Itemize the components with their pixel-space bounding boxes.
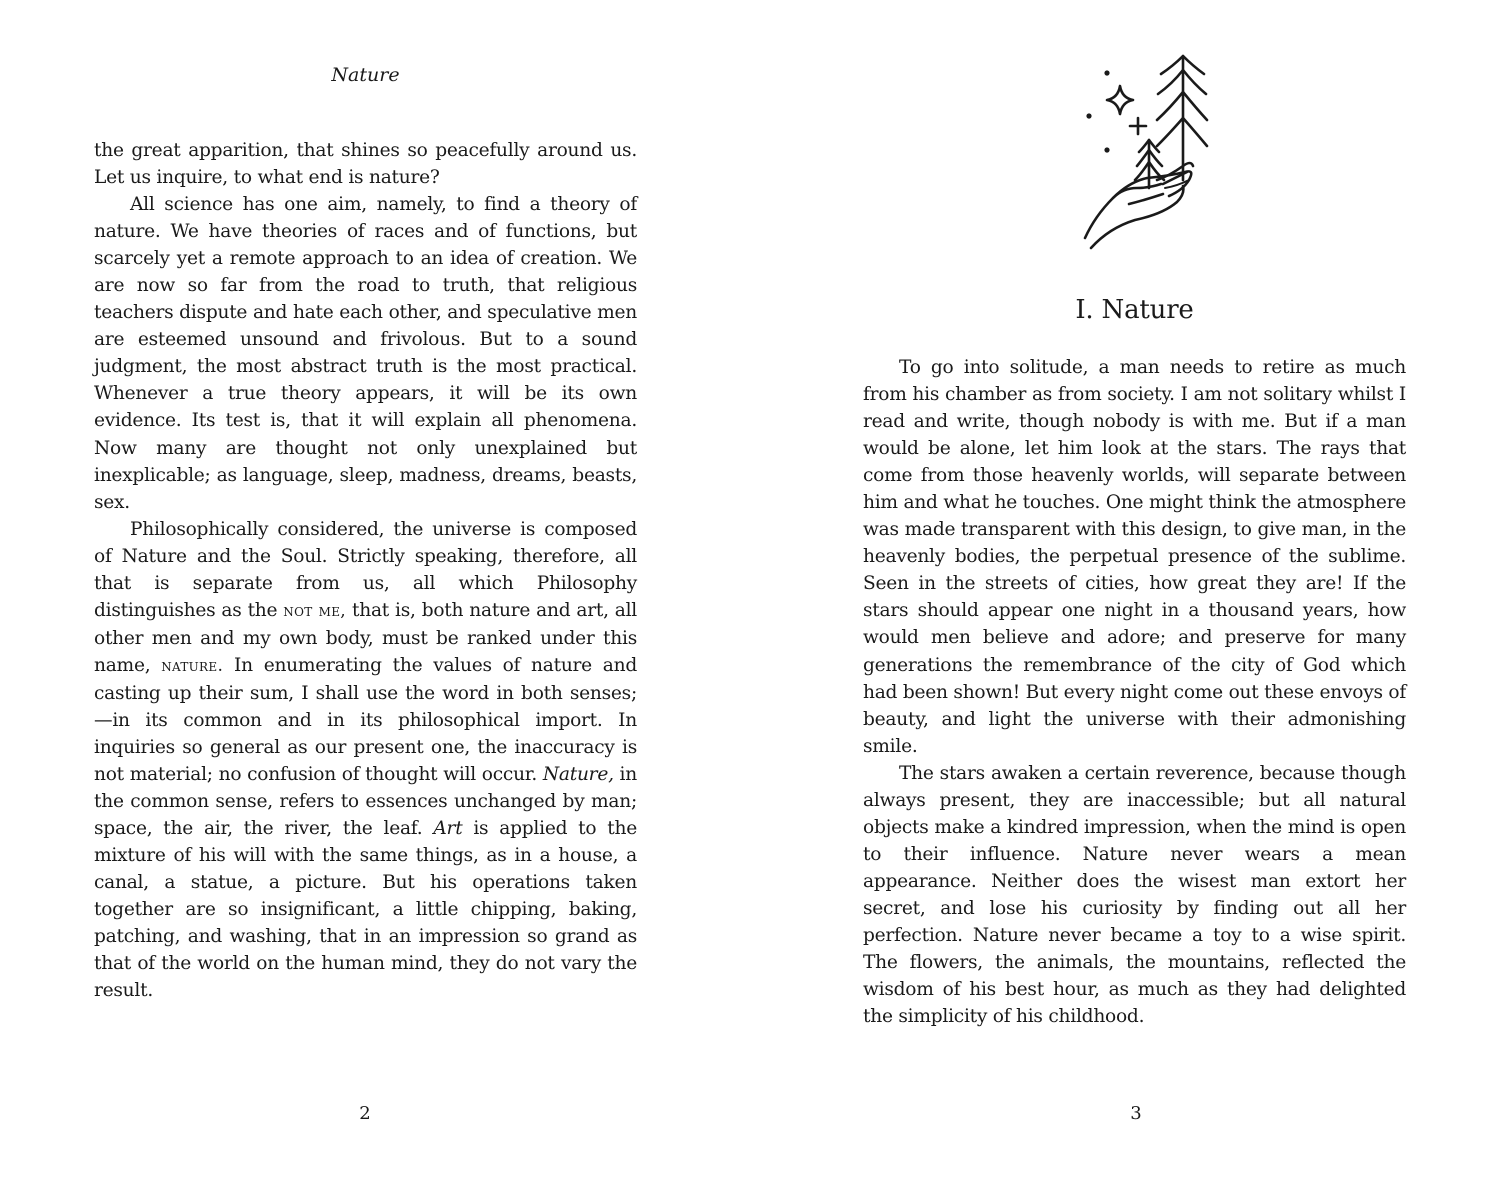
paragraph-continuation: the great apparition, that shines so peacefully around us. Let us inquire, to what end is nature? [94, 140, 637, 189]
paragraph-stars: The stars awaken a certain reverence, because though always present, they are inaccessible; but all natural objects make a kindred impression, when the mind is open to their influence. Nature never wears a mean appearance. Neither does the wisest man extort her secret, and lose his curiosity by finding out all her perfection. Nature never became a toy to a wise spirit. The flowers, the animals, the mountains, reflected the wisdom of his best hour, as much as they had delighted the simplicity of his childhood. [863, 762, 1406, 1028]
hand-holding-trees-icon [1065, 48, 1213, 258]
page-number: 3 [1130, 1103, 1142, 1124]
paragraph-solitude: To go into solitude, a man needs to retire as much from his chamber as from society. I am not solitary whilst I read and write, though nobody is with me. But if a man would be alone, let him look at the stars. The rays that come from those heavenly worlds, will separate between him and what he touches. One might think the atmosphere was made transparent with this design, to give man, in the heavenly bodies, the perpetual presence of the sublime. Seen in the streets of cities, how great they are! If the stars should appear one night in a thousand years, how would men believe and adore; and preserve for many generations the remembrance of the city of God which had been shown! But every night come out these envoys of beauty, and light the universe with their admonishing smile. [863, 357, 1406, 757]
text-run: Philosophically considered, the universe is composed of Nature and the Soul. Strictly speaking, therefore, all that is separate from us, all which Philosophy distinguishes as the [94, 518, 637, 621]
text-run: is applied to the mixture of his will with the same things, as in a house, a canal, a statue, a picture. But his operations taken together are so insignificant, a little chipping, baking, patching, and washing, that in an impression so grand as that of the world on the human mind, they do not vary the result. [94, 818, 637, 1002]
chapter-title: I. Nature [1075, 295, 1194, 325]
paragraph-science: All science has one aim, namely, to find a theory of nature. We have theories of races and of functions, but scarcely yet a remote approach to an idea of creation. We are now so far from the road to truth, that religious teachers dispute and hate each other, and speculative men are esteemed unsound and frivolous. But to a sound judgment, the most abstract truth is the most practical. Whenever a true theory appears, it will be its own evidence. Its test is, that it will explain all phenomena. Now many are thought not only unexplained but inexplicable; as language, sleep, madness, dreams, beasts, sex. [94, 194, 637, 513]
left-text-block [94, 137, 637, 1005]
right-page [750, 0, 1500, 1200]
italic-art: Art [433, 818, 463, 840]
right-text-block [863, 354, 1406, 1030]
text-run: In enumerating the values of nature and casting up their sum, I shall use the word in both senses;—in its common and in its philosophical import. In inquiries so general as our present one, the inaccuracy is not material; no confusion of thought will occur. [94, 654, 637, 786]
text-run: in the common sense, refers to essences unchanged by man; space, the air, the river, the leaf. [94, 764, 637, 840]
italic-nature: Nature, [542, 764, 614, 786]
small-caps-not-me: not me, [283, 600, 347, 621]
text-run: that is, both nature and art, all other men and my own body, must be ranked under this name, [94, 599, 637, 676]
page-number: 2 [359, 1103, 371, 1124]
paragraph-philosophically [94, 516, 637, 1005]
running-head: Nature [331, 64, 400, 86]
small-caps-nature: nature. [161, 655, 224, 676]
